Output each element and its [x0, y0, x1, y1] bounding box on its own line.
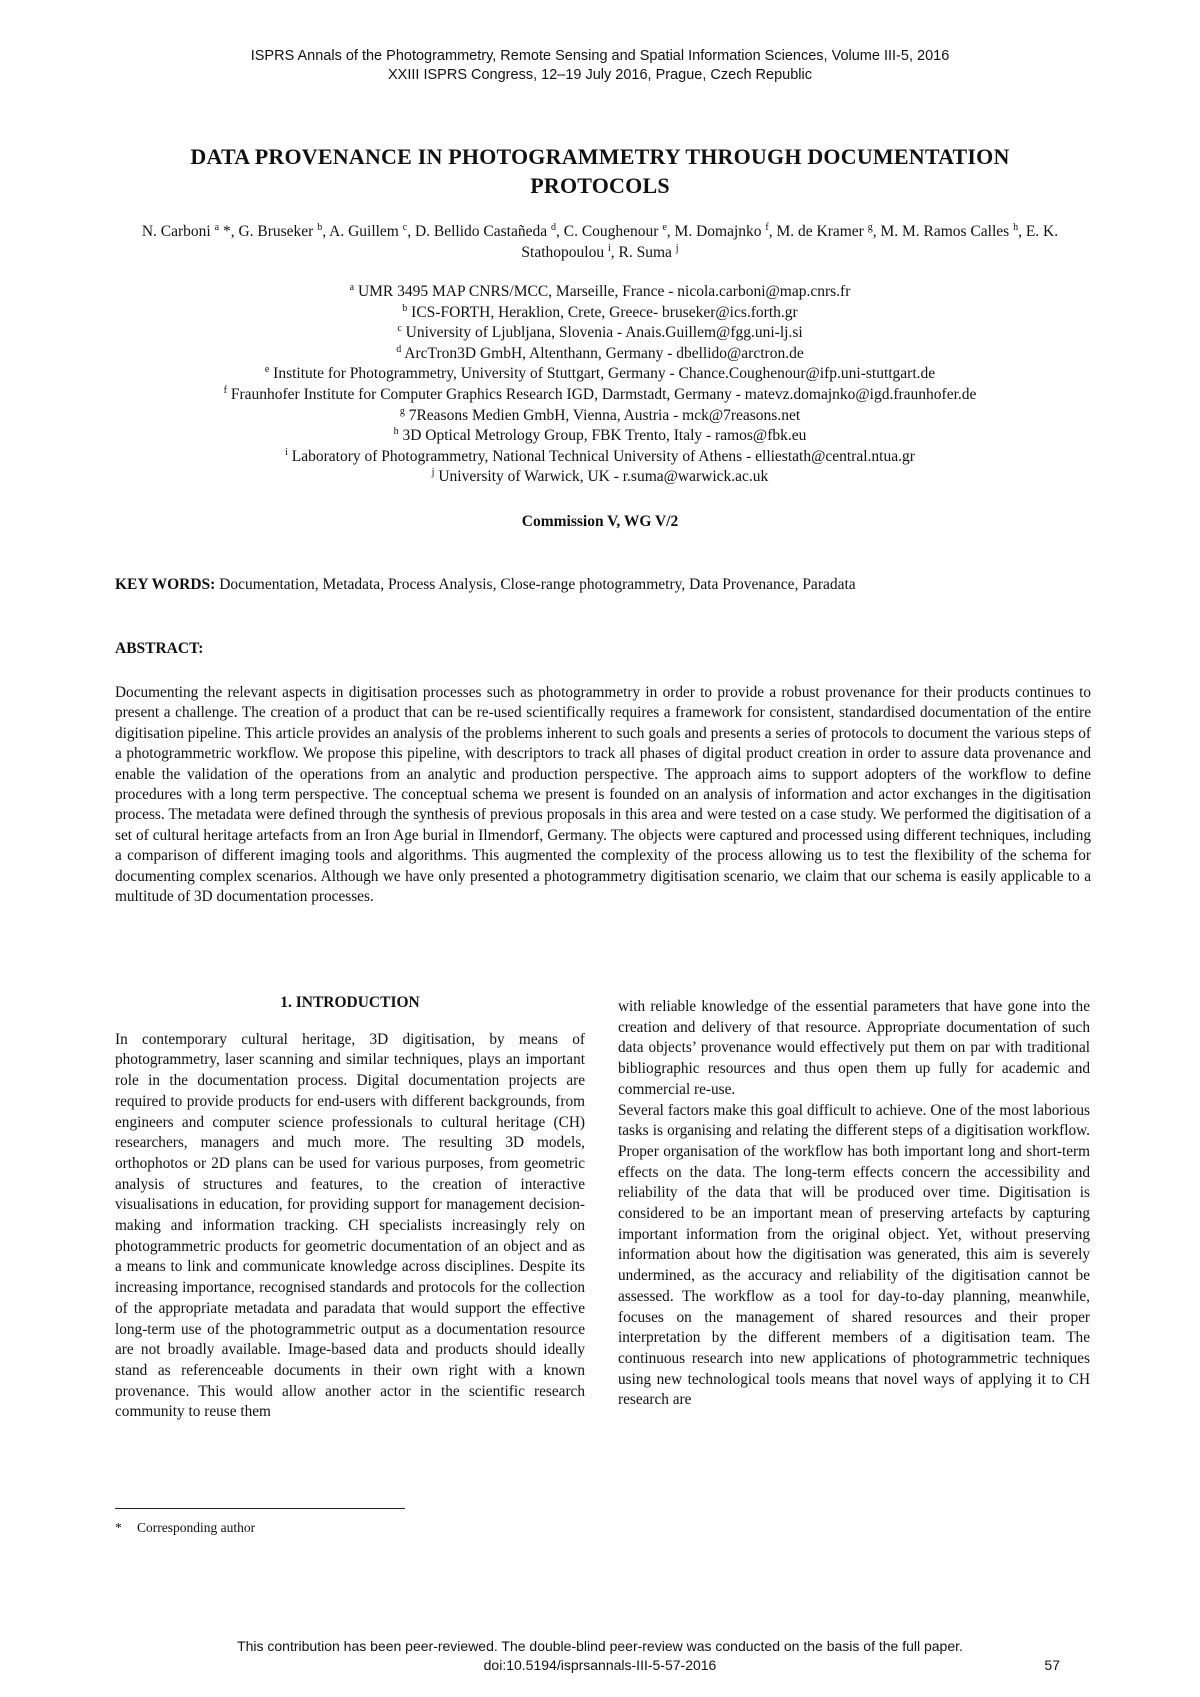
- affiliation-text: 7Reasons Medien GmbH, Vienna, Austria - mck@7reasons.net: [404, 406, 801, 424]
- affiliation-text: Institute for Photogrammetry, University of Stuttgart, Germany - Chance.Coughenour@ifp.uni-stuttgart.de: [269, 365, 936, 383]
- author-name: M. M. Ramos Calles: [880, 223, 1010, 240]
- footer-doi-line: [0, 1656, 1200, 1675]
- affiliation-item: [100, 303, 1100, 324]
- abstract-body: Documenting the relevant aspects in digitisation processes such as photogrammetry in order to provide a robust provenance for their products continues to present a challenge. The creation of a product that can be re-used scientifically requires a framework for consistent, standardised documentation of the entire digitisation pipeline. This article provides an analysis of the problems inherent to such goals and presents a series of protocols to document the various steps of a photogrammetric workflow. We propose this pipeline, with descriptors to track all phases of digital product creation in order to assure data provenance and enable the validation of the operations from an analytic and production perspective. The approach aims to support adopters of the workflow to define procedures with a long term perspective. The conceptual schema we present is founded on an analysis of information and actor exchanges in the digitisation process. The metadata were defined through the synthesis of previous proposals in this area and were tested on a case study. We performed the digitisation of a set of cultural heritage artefacts from an Iron Age burial in Ilmendorf, Germany. The objects were captured and processed using different techniques, including a comparison of different imaging tools and algorithms. This augmented the complexity of the process allowing us to test the flexibility of the schema for documenting complex scenarios. Although we have only presented a photogrammetry digitisation scenario, we claim that our schema is easily applicable to a multitude of 3D documentation processes.: [115, 684, 1091, 906]
- author-name: M. Domajnko: [674, 223, 762, 240]
- author-name: C. Coughenour: [563, 223, 659, 240]
- author-name: D. Bellido Castañeda: [414, 223, 548, 240]
- affiliation-sup: c: [397, 323, 402, 335]
- intro-paragraph: with reliable knowledge of the essential parameters that have gone into the creation and delivery of that resource. Appropriate documentation of such data objects’ provenance would effectively put them on par with traditional bibliographic resources and thus open them up fully for academic and commercial re-use.: [618, 998, 1090, 1098]
- author-affil-sup: c: [402, 222, 408, 233]
- footnote-divider: [115, 1508, 405, 1509]
- affiliation-item: [100, 323, 1100, 344]
- affiliation-list: [100, 282, 1100, 488]
- commission-label: Commission V, WG V/2: [521, 513, 679, 530]
- running-header: [0, 47, 1200, 85]
- footnote-text: Corresponding author: [137, 1520, 256, 1535]
- author-list: N. Carboni $^a$ *, G. Bruseker $^b$, A. Guillem $^c$, D. Bellido Castañeda $^d$, C. Coughenour $^e$, M. Domajnko $^f$, M. de Kramer $^g$, M. M. Ramos Calles $^h$, E. K. Stathopoulou $^i$, R. Suma $^j$: [141, 222, 1059, 261]
- affiliation-sup: f: [223, 384, 227, 396]
- affiliation-sup: e: [264, 364, 270, 376]
- keywords-label: KEY WORDS:: [115, 576, 216, 593]
- author-name: N. Carboni: [141, 223, 211, 240]
- affiliation-sup: g: [399, 405, 405, 417]
- affiliation-text: University of Warwick, UK - r.suma@warwick.ac.uk: [434, 468, 769, 486]
- affiliation-item: [100, 282, 1100, 303]
- affiliation-text: Fraunhofer Institute for Computer Graphics Research IGD, Darmstadt, Germany - matevz.domajnko@igd.fraunhofer.de: [226, 385, 977, 403]
- congress-line: XXIII ISPRS Congress, 12–19 July 2016, Prague, Czech Republic: [388, 67, 812, 83]
- affiliation-sup: a: [349, 282, 355, 293]
- intro-paragraph: Several factors make this goal difficult to achieve. One of the most laborious tasks is organising and relating the different steps of a digitisation workflow. Proper organisation of the workflow has both important long and short-term effects on the data. The long-term effects concern the accessibility and reliability of the data that will be produced over time. Digitisation is considered to be an important mean of preserving artefacts by capturing important information from the original object. Yet, without preserving information about how the digitisation was generated, this aim is severely undermined, as the accuracy and reliability of the digitisation cannot be assessed. The workflow as a tool for day-to-day planning, meanwhile, focuses on the management of shared resources and their proper interpretation by the different members of a digitisation team. The continuous research into new applications of photogrammetric techniques using new technological tools means that novel ways of applying it to CH research are: [618, 1101, 1090, 1409]
- affiliation-sup: j: [431, 467, 435, 479]
- journal-line: ISPRS Annals of the Photogrammetry, Remote Sensing and Spatial Information Sciences, Volume III-5, 2016: [250, 48, 950, 64]
- author-affil-sup: j: [675, 243, 679, 254]
- affiliation-text: University of Ljubljana, Slovenia - Anais.Guillem@fgg.uni-lj.si: [401, 324, 803, 342]
- section-heading-introduction: 1. INTRODUCTION: [280, 994, 420, 1011]
- intro-left-column: [115, 993, 585, 1423]
- title-line-1: DATA PROVENANCE IN PHOTOGRAMMETRY THROUGH DOCUMENTATION: [190, 144, 1010, 169]
- author-affil-sup: d: [550, 222, 556, 233]
- affiliation-item: [100, 467, 1100, 488]
- abstract-heading: ABSTRACT:: [115, 640, 204, 657]
- affiliation-item: [100, 406, 1100, 427]
- paper-title: [140, 142, 1060, 200]
- author-name: A. Guillem: [329, 223, 399, 240]
- author-affil-sup: i: [607, 243, 611, 254]
- corresponding-mark: *,: [219, 223, 239, 240]
- affiliation-sup: d: [396, 343, 402, 355]
- affiliation-sup: h: [393, 426, 399, 438]
- peer-review-note: This contribution has been peer-reviewed. The double-blind peer-review was conducted on the basis of the full paper.: [237, 1638, 963, 1654]
- affiliation-item: [100, 426, 1100, 447]
- running-footer: [0, 1637, 1200, 1675]
- author-name: G. Bruseker: [238, 223, 314, 240]
- author-affil-sup: h: [1013, 222, 1019, 233]
- keywords-text: Documentation, Metadata, Process Analysis, Close-range photogrammetry, Data Provenance, Paradata: [215, 576, 856, 593]
- affiliation-item: [100, 364, 1100, 385]
- author-affil-sup: g: [867, 222, 873, 233]
- affiliation-item: [100, 385, 1100, 406]
- doi-link[interactable]: doi:10.5194/isprsannals-III-5-57-2016: [483, 1657, 717, 1673]
- page-number: 57: [1044, 1657, 1060, 1673]
- author-affil-sup: e: [662, 222, 667, 233]
- author-name: R. Suma: [618, 244, 672, 261]
- footnote-mark: *: [115, 1520, 122, 1535]
- affiliation-sup: i: [285, 446, 288, 458]
- affiliation-item: [100, 344, 1100, 365]
- title-line-2: PROTOCOLS: [530, 173, 670, 198]
- footnote: [115, 1520, 255, 1536]
- affiliation-text: 3D Optical Metrology Group, FBK Trento, Italy - ramos@fbk.eu: [398, 427, 807, 445]
- affiliation-text: UMR 3495 MAP CNRS/MCC, Marseille, France - nicola.carboni@map.cnrs.fr: [354, 283, 851, 300]
- affiliation-text: Laboratory of Photogrammetry, National Technical University of Athens - elliestath@central.ntua.gr: [287, 447, 915, 465]
- affiliation-text: ArcTron3D GmbH, Altenthann, Germany - dbellido@arctron.de: [401, 344, 804, 362]
- author-name: E. K. Stathopoulou: [521, 223, 1059, 261]
- author-affil-sup: a: [214, 222, 220, 233]
- author-name: M. de Kramer: [776, 223, 864, 240]
- author-affil-sup: b: [317, 222, 323, 233]
- affiliation-sup: b: [402, 302, 408, 314]
- intro-paragraph: In contemporary cultural heritage, 3D digitisation, by means of photogrammetry, laser scanning and similar techniques, plays an important role in the documentation process. Digital documentation projects are required to provide products for end-users with different backgrounds, from engineers and computer science professionals to cultural heritage (CH) researchers, managers and much more. The resulting 3D models, orthophotos or 2D plans can be used for various purposes, from geometric analysis of structures and features, to the creation of interactive visualisations in education, for providing support for management decision-making and information tracking. CH specialists increasingly rely on photogrammetric products for geometric documentation of an object and as a means to link and communicate knowledge across disciplines. Despite its increasing importance, recognised standards and protocols for the collection of the appropriate metadata and paradata that would support the effective long-term use of the photogrammetric output as a documentation resource are not broadly available. Image-based data and products should ideally stand as referenceable documents in their own right with a known provenance. This would allow another actor in the scientific research community to reuse them: [115, 1030, 585, 1421]
- keywords: [115, 575, 1095, 595]
- affiliation-text: ICS-FORTH, Heraklion, Crete, Greece- bruseker@ics.forth.gr: [407, 303, 798, 321]
- affiliation-item: [100, 447, 1100, 468]
- author-affil-sup: f: [765, 222, 769, 233]
- intro-right-column: [618, 997, 1090, 1411]
